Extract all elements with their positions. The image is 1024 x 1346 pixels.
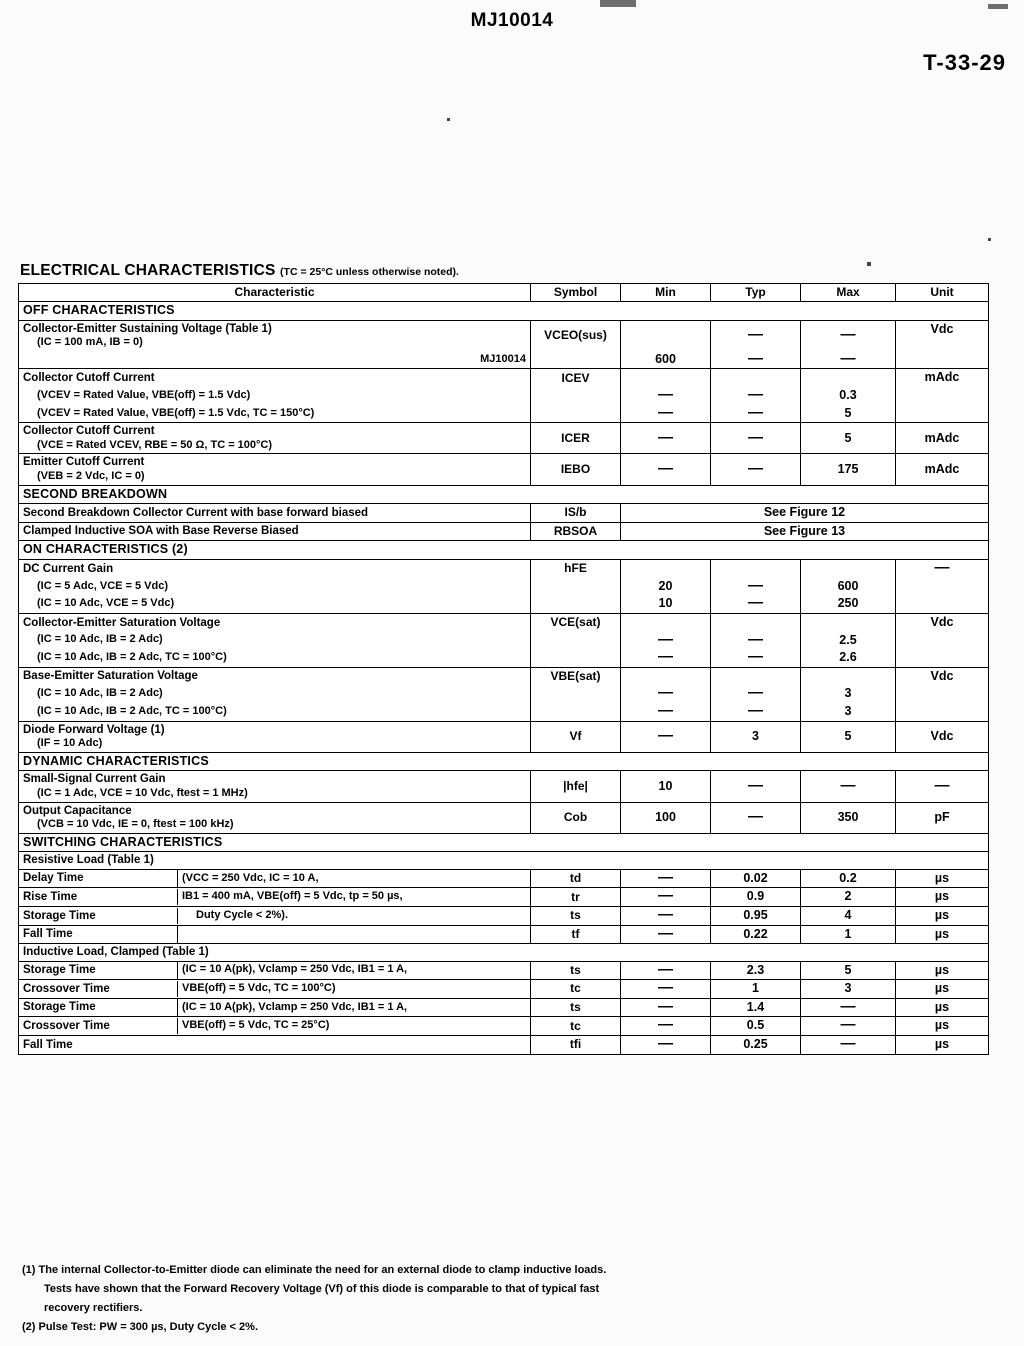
- row-hfe-cond1-cell: [19, 578, 531, 596]
- row-vcesat-typ-head: [711, 613, 801, 631]
- row-hfesmall-symbol: |hfe|: [531, 771, 621, 802]
- inductive-cond-b-line1: (IC = 10 A(pk), Vclamp = 250 Vdc, IB1 = 1 A,: [182, 1000, 408, 1013]
- row-tf-desc: [19, 925, 531, 944]
- row-icev-unit-c2: [896, 405, 989, 423]
- row-vf-desc: [19, 721, 531, 752]
- row-rbsoa-symbol: RBSOA: [531, 522, 621, 541]
- row-hfe-min1: 20: [621, 578, 711, 596]
- group-label: SWITCHING CHARACTERISTICS: [19, 833, 989, 852]
- part-number-title: MJ10014: [470, 10, 554, 31]
- table-row: [19, 685, 989, 703]
- row-hfesmall-unit: —: [896, 771, 989, 802]
- resistive-cond-line2: IB1 = 400 mA, VBE(off) = 5 Vdc, tp = 50 µs,: [182, 890, 403, 903]
- row-title: Collector-Emitter Sustaining Voltage (Table 1): [23, 322, 272, 335]
- row-tr-max: 2: [801, 888, 896, 907]
- group-label: ON CHARACTERISTICS (2): [19, 541, 989, 560]
- table-row: [19, 925, 989, 944]
- row-iebo-min: —: [621, 454, 711, 485]
- row-hfe-cond2-cell: [19, 595, 531, 613]
- row-hfe-min-head: [621, 560, 711, 578]
- row-tsv-a-min: —: [621, 961, 711, 980]
- row-condition: (IC = 10 Adc, VCE = 5 Vdc): [37, 597, 175, 610]
- row-td-symbol: td: [531, 869, 621, 888]
- row-icev-symbol-c1: [531, 387, 621, 405]
- row-hfe-unit-c2: [896, 595, 989, 613]
- row-vceo-symbol: VCEO(sus): [531, 320, 621, 351]
- row-vcesat-cond2-cell: [19, 649, 531, 667]
- group-second-breakdown: [19, 485, 989, 504]
- row-vbesat-cond2-cell: [19, 703, 531, 721]
- row-isb-desc: [19, 504, 531, 523]
- row-vbesat-typ1: —: [711, 685, 801, 703]
- table-row: [19, 961, 989, 980]
- row-vcesat-symbol-c1: [531, 632, 621, 650]
- row-vceo-typ2: —: [711, 351, 801, 369]
- row-cob-typ: —: [711, 802, 801, 833]
- row-vcesat-min2: —: [621, 649, 711, 667]
- footnote-2: (2) Pulse Test: PW = 300 µs, Duty Cycle < 2%.: [22, 1321, 259, 1334]
- row-hfe-unit: —: [896, 560, 989, 578]
- scan-artifact-top-right: [988, 4, 1008, 9]
- row-cob-min: 100: [621, 802, 711, 833]
- group-label: DYNAMIC CHARACTERISTICS: [19, 752, 989, 771]
- inductive-cond-b-line2: VBE(off) = 5 Vdc, TC = 25°C): [182, 1019, 330, 1032]
- row-ts-typ: 0.95: [711, 906, 801, 925]
- row-tfi-unit: µs: [896, 1036, 989, 1055]
- row-vceo-min: 600: [621, 351, 711, 369]
- row-hfe-min2: 10: [621, 595, 711, 613]
- footnote-1-line3: recovery rectifiers.: [44, 1302, 143, 1315]
- row-vceo-min-blank: [621, 320, 711, 351]
- table-row: [19, 667, 989, 685]
- row-rbsoa-desc: [19, 522, 531, 541]
- row-tsv-b-max: —: [801, 998, 896, 1017]
- row-title: Clamped Inductive SOA with Base Reverse Biased: [23, 525, 299, 538]
- row-tr-symbol: tr: [531, 888, 621, 907]
- row-vbesat-unit-c1: [896, 685, 989, 703]
- row-title: Collector-Emitter Saturation Voltage: [23, 616, 221, 629]
- scan-speck-3: [867, 262, 871, 266]
- row-tr-label: Rise Time: [19, 889, 178, 905]
- row-vf-symbol: Vf: [531, 721, 621, 752]
- row-condition: (VCB = 10 Vdc, IE = 0, ftest = 100 kHz): [37, 817, 234, 830]
- row-title: Emitter Cutoff Current: [23, 456, 145, 469]
- table-row: [19, 888, 989, 907]
- row-vcesat-cond1-cell: [19, 632, 531, 650]
- row-ts-desc: [19, 906, 531, 925]
- row-icev-typ-head: [711, 369, 801, 387]
- row-vbesat-typ2: —: [711, 703, 801, 721]
- row-resistive-load-header: Resistive Load (Table 1): [19, 852, 989, 869]
- row-isb-value: See Figure 12: [621, 504, 989, 523]
- row-icev-typ1: —: [711, 387, 801, 405]
- footnote-1-line1: (1) The internal Collector-to-Emitter diode can eliminate the need for an external diode to clamp inductive loads.: [22, 1264, 607, 1276]
- row-vf-unit: Vdc: [896, 721, 989, 752]
- row-vcesat-min1: —: [621, 632, 711, 650]
- row-icev-desc: [19, 369, 531, 387]
- row-hfesmall-min: 10: [621, 771, 711, 802]
- table-row: [19, 369, 989, 387]
- table-row: [19, 578, 989, 596]
- row-tsv-b-label: Storage Time: [19, 999, 178, 1015]
- table-row: [19, 703, 989, 721]
- scan-speck-1: [447, 118, 450, 121]
- table-row: [19, 595, 989, 613]
- row-hfe-typ2: —: [711, 595, 801, 613]
- row-title: Second Breakdown Collector Current with base forward biased: [23, 506, 369, 519]
- row-cob-unit: pF: [896, 802, 989, 833]
- row-vbesat-min2: —: [621, 703, 711, 721]
- resistive-conditions-blank: [178, 926, 531, 942]
- inductive-conditions-a1: [178, 962, 531, 978]
- row-tsv-b-desc: [19, 998, 531, 1017]
- row-condition: (VEB = 2 Vdc, IC = 0): [37, 469, 145, 482]
- table-row: [19, 869, 989, 888]
- row-vbesat-desc: [19, 667, 531, 685]
- row-vcesat-max1: 2.5: [801, 632, 896, 650]
- table-row: [19, 423, 989, 454]
- row-ts-label: Storage Time: [19, 908, 178, 924]
- row-tc-a-typ: 1: [711, 980, 801, 999]
- table-row: [19, 771, 989, 802]
- row-tsv-a-desc: [19, 961, 531, 980]
- row-icev-symbol-c2: [531, 405, 621, 423]
- row-tfi-max: —: [801, 1036, 896, 1055]
- table-row: [19, 649, 989, 667]
- row-condition: (IC = 10 Adc, IB = 2 Adc, TC = 100°C): [37, 651, 227, 664]
- group-label: OFF CHARACTERISTICS: [19, 302, 989, 321]
- row-condition: (IC = 10 Adc, IB = 2 Adc): [37, 687, 163, 700]
- resistive-cond-line3: Duty Cycle < 2%).: [196, 908, 289, 921]
- row-icer-typ: —: [711, 423, 801, 454]
- row-tc-a-label: Crossover Time: [19, 981, 178, 997]
- row-icev-cond2-cell: [19, 405, 531, 423]
- col-symbol: Symbol: [531, 284, 621, 302]
- row-icev-min-head: [621, 369, 711, 387]
- row-vbesat-max1: 3: [801, 685, 896, 703]
- col-min: Min: [621, 284, 711, 302]
- row-icer-min: —: [621, 423, 711, 454]
- row-iebo-max: 175: [801, 454, 896, 485]
- footnotes: [22, 1262, 922, 1338]
- row-tc-b-desc: [19, 1017, 531, 1036]
- row-vcesat-desc: [19, 613, 531, 631]
- footnote-1-line2: Tests have shown that the Forward Recovery Voltage (Vf) of this diode is comparable to that of typical fast: [44, 1283, 600, 1296]
- row-hfe-symbol-c1: [531, 578, 621, 596]
- resistive-conditions-3: [178, 908, 531, 924]
- section-title: ELECTRICAL CHARACTERISTICS: [20, 262, 276, 279]
- row-icev-cond1-cell: [19, 387, 531, 405]
- row-vbesat-min1: —: [621, 685, 711, 703]
- row-condition: (IC = 10 Adc, IB = 2 Adc, TC = 100°C): [37, 704, 227, 717]
- table-row: [19, 387, 989, 405]
- row-vbesat-symbol-c1: [531, 685, 621, 703]
- table-row: [19, 522, 989, 541]
- row-tfi-typ: 0.25: [711, 1036, 801, 1055]
- row-icev-unit-c1: [896, 387, 989, 405]
- row-ts-unit: µs: [896, 906, 989, 925]
- table-row: [19, 560, 989, 578]
- table-row: [19, 802, 989, 833]
- row-condition: (VCE = Rated VCEV, RBE = 50 Ω, TC = 100°C): [37, 438, 273, 451]
- row-iebo-typ: —: [711, 454, 801, 485]
- row-iebo-unit: mAdc: [896, 454, 989, 485]
- row-tr-unit: µs: [896, 888, 989, 907]
- table-row: [19, 632, 989, 650]
- table-row: [19, 852, 989, 869]
- row-td-desc: [19, 869, 531, 888]
- row-tr-min: —: [621, 888, 711, 907]
- row-vbesat-min-head: [621, 667, 711, 685]
- row-cob-max: 350: [801, 802, 896, 833]
- row-tc-b-label: Crossover Time: [19, 1018, 178, 1034]
- table-row: [19, 613, 989, 631]
- table-header-row: [19, 284, 989, 302]
- scan-speck-2: [988, 238, 991, 241]
- row-tfi-symbol: tfi: [531, 1036, 621, 1055]
- col-typ: Typ: [711, 284, 801, 302]
- row-iebo-desc: [19, 454, 531, 485]
- table-row: [19, 454, 989, 485]
- inductive-cond-a-line2: VBE(off) = 5 Vdc, TC = 100°C): [182, 982, 336, 995]
- row-vcesat-symbol-c2: [531, 649, 621, 667]
- row-tsv-b-unit: µs: [896, 998, 989, 1017]
- row-tsv-a-max: 5: [801, 961, 896, 980]
- row-condition: (IC = 100 mA, IB = 0): [37, 336, 143, 348]
- row-icev-unit: mAdc: [896, 369, 989, 387]
- table-row: [19, 504, 989, 523]
- table-row: [19, 1017, 989, 1036]
- row-vbesat-cond1-cell: [19, 685, 531, 703]
- row-cob-desc: [19, 802, 531, 833]
- row-icer-unit: mAdc: [896, 423, 989, 454]
- row-hfesmall-typ: —: [711, 771, 801, 802]
- row-tc-b-min: —: [621, 1017, 711, 1036]
- row-tsv-a-typ: 2.3: [711, 961, 801, 980]
- row-condition: (IC = 5 Adc, VCE = 5 Vdc): [37, 579, 169, 592]
- row-vcesat-unit-c2: [896, 649, 989, 667]
- row-td-typ: 0.02: [711, 869, 801, 888]
- row-icer-desc: [19, 423, 531, 454]
- row-vbesat-max-head: [801, 667, 896, 685]
- row-tc-a-unit: µs: [896, 980, 989, 999]
- row-condition: (VCEV = Rated Value, VBE(off) = 1.5 Vdc, TC = 150°C): [37, 406, 315, 419]
- row-tsv-b-typ: 1.4: [711, 998, 801, 1017]
- row-hfesmall-desc: [19, 771, 531, 802]
- row-icer-max: 5: [801, 423, 896, 454]
- group-off-characteristics: [19, 302, 989, 321]
- row-hfe-typ-head: [711, 560, 801, 578]
- row-hfe-typ1: —: [711, 578, 801, 596]
- row-tsv-a-label: Storage Time: [19, 962, 178, 978]
- table-row: [19, 405, 989, 423]
- row-tr-desc: [19, 888, 531, 907]
- section-heading: [20, 262, 459, 280]
- row-tsv-b-min: —: [621, 998, 711, 1017]
- row-title: DC Current Gain: [23, 562, 114, 575]
- row-vceo-max2: —: [801, 351, 896, 369]
- row-title: Collector Cutoff Current: [23, 425, 155, 438]
- row-ts-min: —: [621, 906, 711, 925]
- row-vceo-typ1: —: [711, 320, 801, 351]
- resistive-conditions: [178, 870, 531, 886]
- row-tsv-a-unit: µs: [896, 961, 989, 980]
- row-tc-a-max: 3: [801, 980, 896, 999]
- row-condition: (IC = 10 Adc, IB = 2 Adc): [37, 633, 163, 646]
- row-tc-a-symbol: tc: [531, 980, 621, 999]
- row-tfi-min: —: [621, 1036, 711, 1055]
- row-vceo-device: MJ10014: [19, 351, 531, 369]
- row-condition: (IF = 10 Adc): [37, 737, 103, 749]
- table-row: [19, 980, 989, 999]
- row-hfe-symbol: hFE: [531, 560, 621, 578]
- resistive-cond-line1: (VCC = 250 Vdc, IC = 10 A,: [182, 871, 319, 884]
- row-vcesat-max-head: [801, 613, 896, 631]
- table-row: [19, 721, 989, 752]
- row-tc-b-unit: µs: [896, 1017, 989, 1036]
- row-icev-max-head: [801, 369, 896, 387]
- row-isb-symbol: IS/b: [531, 504, 621, 523]
- row-vf-typ: 3: [711, 721, 801, 752]
- inductive-cond-a-line1: (IC = 10 A(pk), Vclamp = 250 Vdc, IB1 = 1 A,: [182, 963, 408, 976]
- row-hfe-unit-c1: [896, 578, 989, 596]
- row-title: Base-Emitter Saturation Voltage: [23, 670, 198, 683]
- row-tsv-a-symbol: ts: [531, 961, 621, 980]
- row-ts-max: 4: [801, 906, 896, 925]
- row-tf-symbol: tf: [531, 925, 621, 944]
- row-vceo-max1: —: [801, 320, 896, 351]
- row-vbesat-symbol: VBE(sat): [531, 667, 621, 685]
- row-td-min: —: [621, 869, 711, 888]
- row-tr-typ: 0.9: [711, 888, 801, 907]
- row-inductive-load-header: Inductive Load, Clamped (Table 1): [19, 944, 989, 961]
- row-icev-min1: —: [621, 387, 711, 405]
- row-tc-a-desc: [19, 980, 531, 999]
- row-hfe-desc: [19, 560, 531, 578]
- row-ts-symbol: ts: [531, 906, 621, 925]
- row-vcesat-typ2: —: [711, 649, 801, 667]
- row-icer-symbol: ICER: [531, 423, 621, 454]
- table-row: [19, 351, 989, 369]
- row-vbesat-unit: Vdc: [896, 667, 989, 685]
- row-icev-max2: 5: [801, 405, 896, 423]
- scan-artifact-top: [600, 0, 636, 7]
- row-tf-label: Fall Time: [19, 926, 178, 942]
- row-icev-symbol: ICEV: [531, 369, 621, 387]
- inductive-conditions-a2: [178, 981, 531, 997]
- row-title: Small-Signal Current Gain: [23, 773, 166, 786]
- inductive-conditions-b1: [178, 999, 531, 1015]
- row-tfi-label: Fall Time: [19, 1036, 531, 1055]
- row-vcesat-unit-c1: [896, 632, 989, 650]
- table-row: [19, 1036, 989, 1055]
- row-vbesat-typ-head: [711, 667, 801, 685]
- group-label: SECOND BREAKDOWN: [19, 485, 989, 504]
- row-icev-typ2: —: [711, 405, 801, 423]
- row-vf-max: 5: [801, 721, 896, 752]
- row-vbesat-symbol-c2: [531, 703, 621, 721]
- row-vcesat-unit: Vdc: [896, 613, 989, 631]
- row-td-max: 0.2: [801, 869, 896, 888]
- inductive-conditions-b2: [178, 1018, 531, 1034]
- row-tf-min: —: [621, 925, 711, 944]
- section-conditions: (TC = 25°C unless otherwise noted).: [280, 266, 459, 278]
- row-title: Output Capacitance: [23, 804, 132, 817]
- row-tc-b-typ: 0.5: [711, 1017, 801, 1036]
- row-vbesat-unit-c2: [896, 703, 989, 721]
- group-on-characteristics: [19, 541, 989, 560]
- row-title: Diode Forward Voltage (1): [23, 723, 165, 736]
- row-condition: (IC = 1 Adc, VCE = 10 Vdc, ftest = 1 MHz): [37, 786, 248, 799]
- electrical-characteristics-table: [18, 283, 989, 1055]
- group-switching-characteristics: [19, 833, 989, 852]
- table-row: [19, 906, 989, 925]
- row-icev-min2: —: [621, 405, 711, 423]
- row-condition: (VCEV = Rated Value, VBE(off) = 1.5 Vdc): [37, 388, 251, 401]
- row-td-label: Delay Time: [19, 870, 178, 886]
- row-vceo-desc: [19, 320, 531, 351]
- row-tc-b-symbol: tc: [531, 1017, 621, 1036]
- row-tf-typ: 0.22: [711, 925, 801, 944]
- row-vceo-unit: Vdc: [896, 320, 989, 369]
- col-unit: Unit: [896, 284, 989, 302]
- table-row: [19, 998, 989, 1017]
- row-hfesmall-max: —: [801, 771, 896, 802]
- group-dynamic-characteristics: [19, 752, 989, 771]
- row-vbesat-max2: 3: [801, 703, 896, 721]
- row-hfe-max-head: [801, 560, 896, 578]
- document-code: T-33-29: [923, 50, 1006, 75]
- row-vceo-symbol-cont: [531, 351, 621, 369]
- row-tc-a-min: —: [621, 980, 711, 999]
- col-characteristic: Characteristic: [19, 284, 531, 302]
- row-icev-max1: 0.3: [801, 387, 896, 405]
- row-tf-unit: µs: [896, 925, 989, 944]
- row-iebo-symbol: IEBO: [531, 454, 621, 485]
- row-hfe-max1: 600: [801, 578, 896, 596]
- row-td-unit: µs: [896, 869, 989, 888]
- table-row: [19, 320, 989, 351]
- table-row: [19, 944, 989, 961]
- row-rbsoa-value: See Figure 13: [621, 522, 989, 541]
- row-vf-min: —: [621, 721, 711, 752]
- row-vcesat-typ1: —: [711, 632, 801, 650]
- row-tf-max: 1: [801, 925, 896, 944]
- row-tsv-b-symbol: ts: [531, 998, 621, 1017]
- resistive-conditions-2: [178, 889, 531, 905]
- row-hfe-symbol-c2: [531, 595, 621, 613]
- col-max: Max: [801, 284, 896, 302]
- row-cob-symbol: Cob: [531, 802, 621, 833]
- row-hfe-max2: 250: [801, 595, 896, 613]
- row-vcesat-symbol: VCE(sat): [531, 613, 621, 631]
- row-title: Collector Cutoff Current: [23, 372, 155, 384]
- row-vcesat-max2: 2.6: [801, 649, 896, 667]
- row-vcesat-min-head: [621, 613, 711, 631]
- row-tc-b-max: —: [801, 1017, 896, 1036]
